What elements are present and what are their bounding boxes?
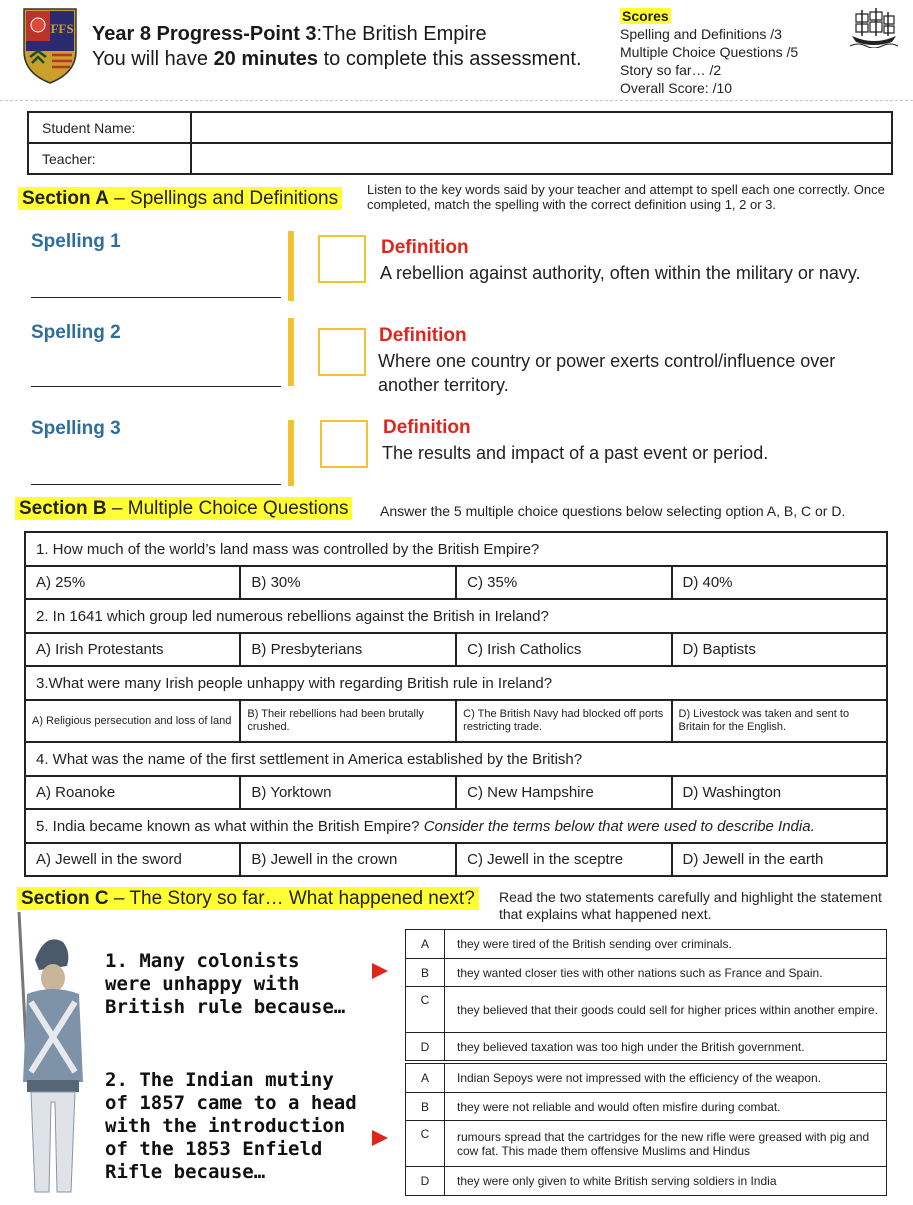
match-box-1[interactable] (318, 235, 366, 283)
q3-option-d[interactable]: D) Livestock was taken and sent to Britain for the English. (672, 700, 888, 742)
q4-option-c[interactable]: C) New Hampshire (456, 776, 671, 809)
q1-option-d[interactable]: D) 40% (672, 566, 888, 599)
divider-bar-2 (288, 318, 294, 386)
arrow-icon (372, 963, 388, 979)
q5-option-a[interactable]: A) Jewell in the sword (25, 843, 240, 876)
s2-letter-c: C (406, 1121, 445, 1167)
q1-option-b[interactable]: B) 30% (240, 566, 456, 599)
s1-option-c[interactable]: they believed that their goods could sell for higher prices within another empire. (445, 987, 887, 1033)
scores-heading: Scores (622, 8, 669, 24)
statement-2-prompt: 2. The Indian mutiny of 1857 came to a head with the introduction of the 1853 Enfield Rifle because… (105, 1069, 357, 1183)
question-5 (25, 809, 887, 843)
s2-letter-d: D (406, 1167, 445, 1196)
s1-letter-b: B (406, 959, 445, 987)
section-c-rest: – The Story so far… What happened next? (108, 888, 475, 909)
q1-option-c[interactable]: C) 35% (456, 566, 671, 599)
section-a-title (18, 188, 342, 210)
spelling-label-2: Spelling 2 (31, 322, 121, 343)
section-b-instructions: Answer the 5 multiple choice questions below selecting option A, B, C or D. (380, 503, 846, 519)
spelling-answer-line-1[interactable] (31, 297, 281, 298)
q5-option-b[interactable]: B) Jewell in the crown (240, 843, 456, 876)
q4-option-b[interactable]: B) Yorktown (240, 776, 456, 809)
q5-option-d[interactable]: D) Jewell in the earth (672, 843, 888, 876)
section-b-bold: Section B (19, 498, 107, 519)
section-c-title (17, 888, 479, 910)
s2-option-b[interactable]: they were not reliable and would often misfire during combat. (445, 1093, 887, 1121)
s1-letter-a: A (406, 930, 445, 959)
s2-letter-a: A (406, 1064, 445, 1093)
q3-option-b[interactable]: B) Their rebellions had been brutally crushed. (240, 700, 456, 742)
definition-heading-2: Definition (379, 325, 467, 346)
s1-option-a[interactable]: they were tired of the British sending over criminals. (445, 930, 887, 959)
s1-letter-c: C (406, 987, 445, 1033)
match-box-3[interactable] (320, 420, 368, 468)
statement-1-prompt: 1. Many colonists were unhappy with British rule because… (105, 950, 346, 1018)
title-bold: Year 8 Progress-Point 3 (92, 23, 317, 45)
subtitle-post: to complete this assessment. (318, 48, 582, 70)
definition-heading-1: Definition (381, 237, 469, 258)
section-b-rest: – Multiple Choice Questions (106, 498, 349, 519)
q3-option-c[interactable]: C) The British Navy had blocked off ports restricting trade. (456, 700, 671, 742)
statement-1-options-table (405, 929, 887, 1061)
spelling-answer-line-2[interactable] (31, 386, 281, 387)
score-line-overall: Overall Score: /10 (620, 80, 733, 96)
teacher-field[interactable] (191, 143, 892, 174)
question-4: 4. What was the name of the first settlement in America established by the British? (25, 742, 887, 776)
q2-option-c[interactable]: C) Irish Catholics (456, 633, 671, 666)
question-2: 2. In 1641 which group led numerous rebellions against the British in Ireland? (25, 599, 887, 633)
definition-text-3: The results and impact of a past event or period. (382, 443, 769, 463)
teacher-label: Teacher: (28, 143, 191, 174)
question-5-hint: Consider the terms below that were used to describe India. (423, 817, 815, 835)
spelling-answer-line-3[interactable] (31, 484, 281, 485)
subtitle-bold: 20 minutes (213, 48, 319, 70)
divider-bar-3 (288, 420, 294, 486)
spelling-label-1: Spelling 1 (31, 231, 121, 252)
school-crest-logo (22, 7, 78, 85)
q1-option-a[interactable]: A) 25% (25, 566, 240, 599)
divider-bar-1 (288, 231, 294, 301)
page-title (92, 22, 582, 72)
section-b-title (15, 498, 352, 520)
section-a-instructions: Listen to the key words said by your teacher and attempt to spell each one correctly. Once completed, match the spelling with the correct definition using 1, 2 or 3. (367, 182, 885, 212)
definition-heading-3: Definition (383, 417, 471, 438)
score-line-story: Story so far… /2 (620, 62, 722, 78)
q4-option-a[interactable]: A) Roanoke (25, 776, 240, 809)
q2-option-a[interactable]: A) Irish Protestants (25, 633, 240, 666)
soldier-illustration (5, 912, 100, 1200)
s2-option-d[interactable]: they were only given to white British serving soldiers in India (445, 1167, 887, 1196)
q2-option-d[interactable]: D) Baptists (672, 633, 888, 666)
spelling-label-3: Spelling 3 (31, 418, 121, 439)
s2-letter-b: B (406, 1093, 445, 1121)
title-rest: :The British Empire (316, 23, 487, 45)
q3-option-a[interactable]: A) Religious persecution and loss of land (25, 700, 240, 742)
student-name-label: Student Name: (28, 112, 191, 143)
s1-letter-d: D (406, 1033, 445, 1061)
section-a-rest: – Spellings and Definitions (108, 188, 339, 209)
s1-option-d[interactable]: they believed taxation was too high under the British government. (445, 1033, 887, 1061)
q5-option-c[interactable]: C) Jewell in the sceptre (456, 843, 671, 876)
s1-option-b[interactable]: they wanted closer ties with other nations such as France and Spain. (445, 959, 887, 987)
section-a-bold: Section A (22, 188, 109, 209)
question-3: 3.What were many Irish people unhappy with regarding British rule in Ireland? (25, 666, 887, 700)
ship-icon (848, 6, 900, 48)
definition-text-1: A rebellion against authority, often within the military or navy. (380, 263, 861, 283)
q4-option-d[interactable]: D) Washington (672, 776, 888, 809)
section-c-bold: Section C (21, 888, 109, 909)
definition-text-2: Where one country or power exerts control/influence over another territory. (378, 351, 836, 395)
mcq-table (24, 531, 888, 877)
s2-option-a[interactable]: Indian Sepoys were not impressed with the efficiency of the weapon. (445, 1064, 887, 1093)
header-divider (0, 100, 913, 101)
subtitle-pre: You will have (92, 48, 214, 70)
student-name-field[interactable] (191, 112, 892, 143)
crest-lettering: FFS (50, 21, 74, 36)
score-line-mcq: Multiple Choice Questions /5 (620, 44, 799, 60)
scores-panel (620, 7, 798, 97)
question-1: 1. How much of the world’s land mass was controlled by the British Empire? (25, 532, 887, 566)
score-line-spelling: Spelling and Definitions /3 (620, 26, 782, 42)
section-c-instructions: Read the two statements carefully and highlight the statement that explains what happened next. (499, 889, 882, 922)
s2-option-c[interactable]: rumours spread that the cartridges for the new rifle were greased with pig and cow fat. This made them offensive Muslims and Hindus (445, 1121, 887, 1167)
arrow-icon (372, 1130, 388, 1146)
match-box-2[interactable] (318, 328, 366, 376)
q2-option-b[interactable]: B) Presbyterians (240, 633, 456, 666)
student-details-table (27, 111, 893, 175)
statement-2-options-table (405, 1063, 887, 1196)
question-5-text: 5. India became known as what within the British Empire? (36, 817, 424, 835)
